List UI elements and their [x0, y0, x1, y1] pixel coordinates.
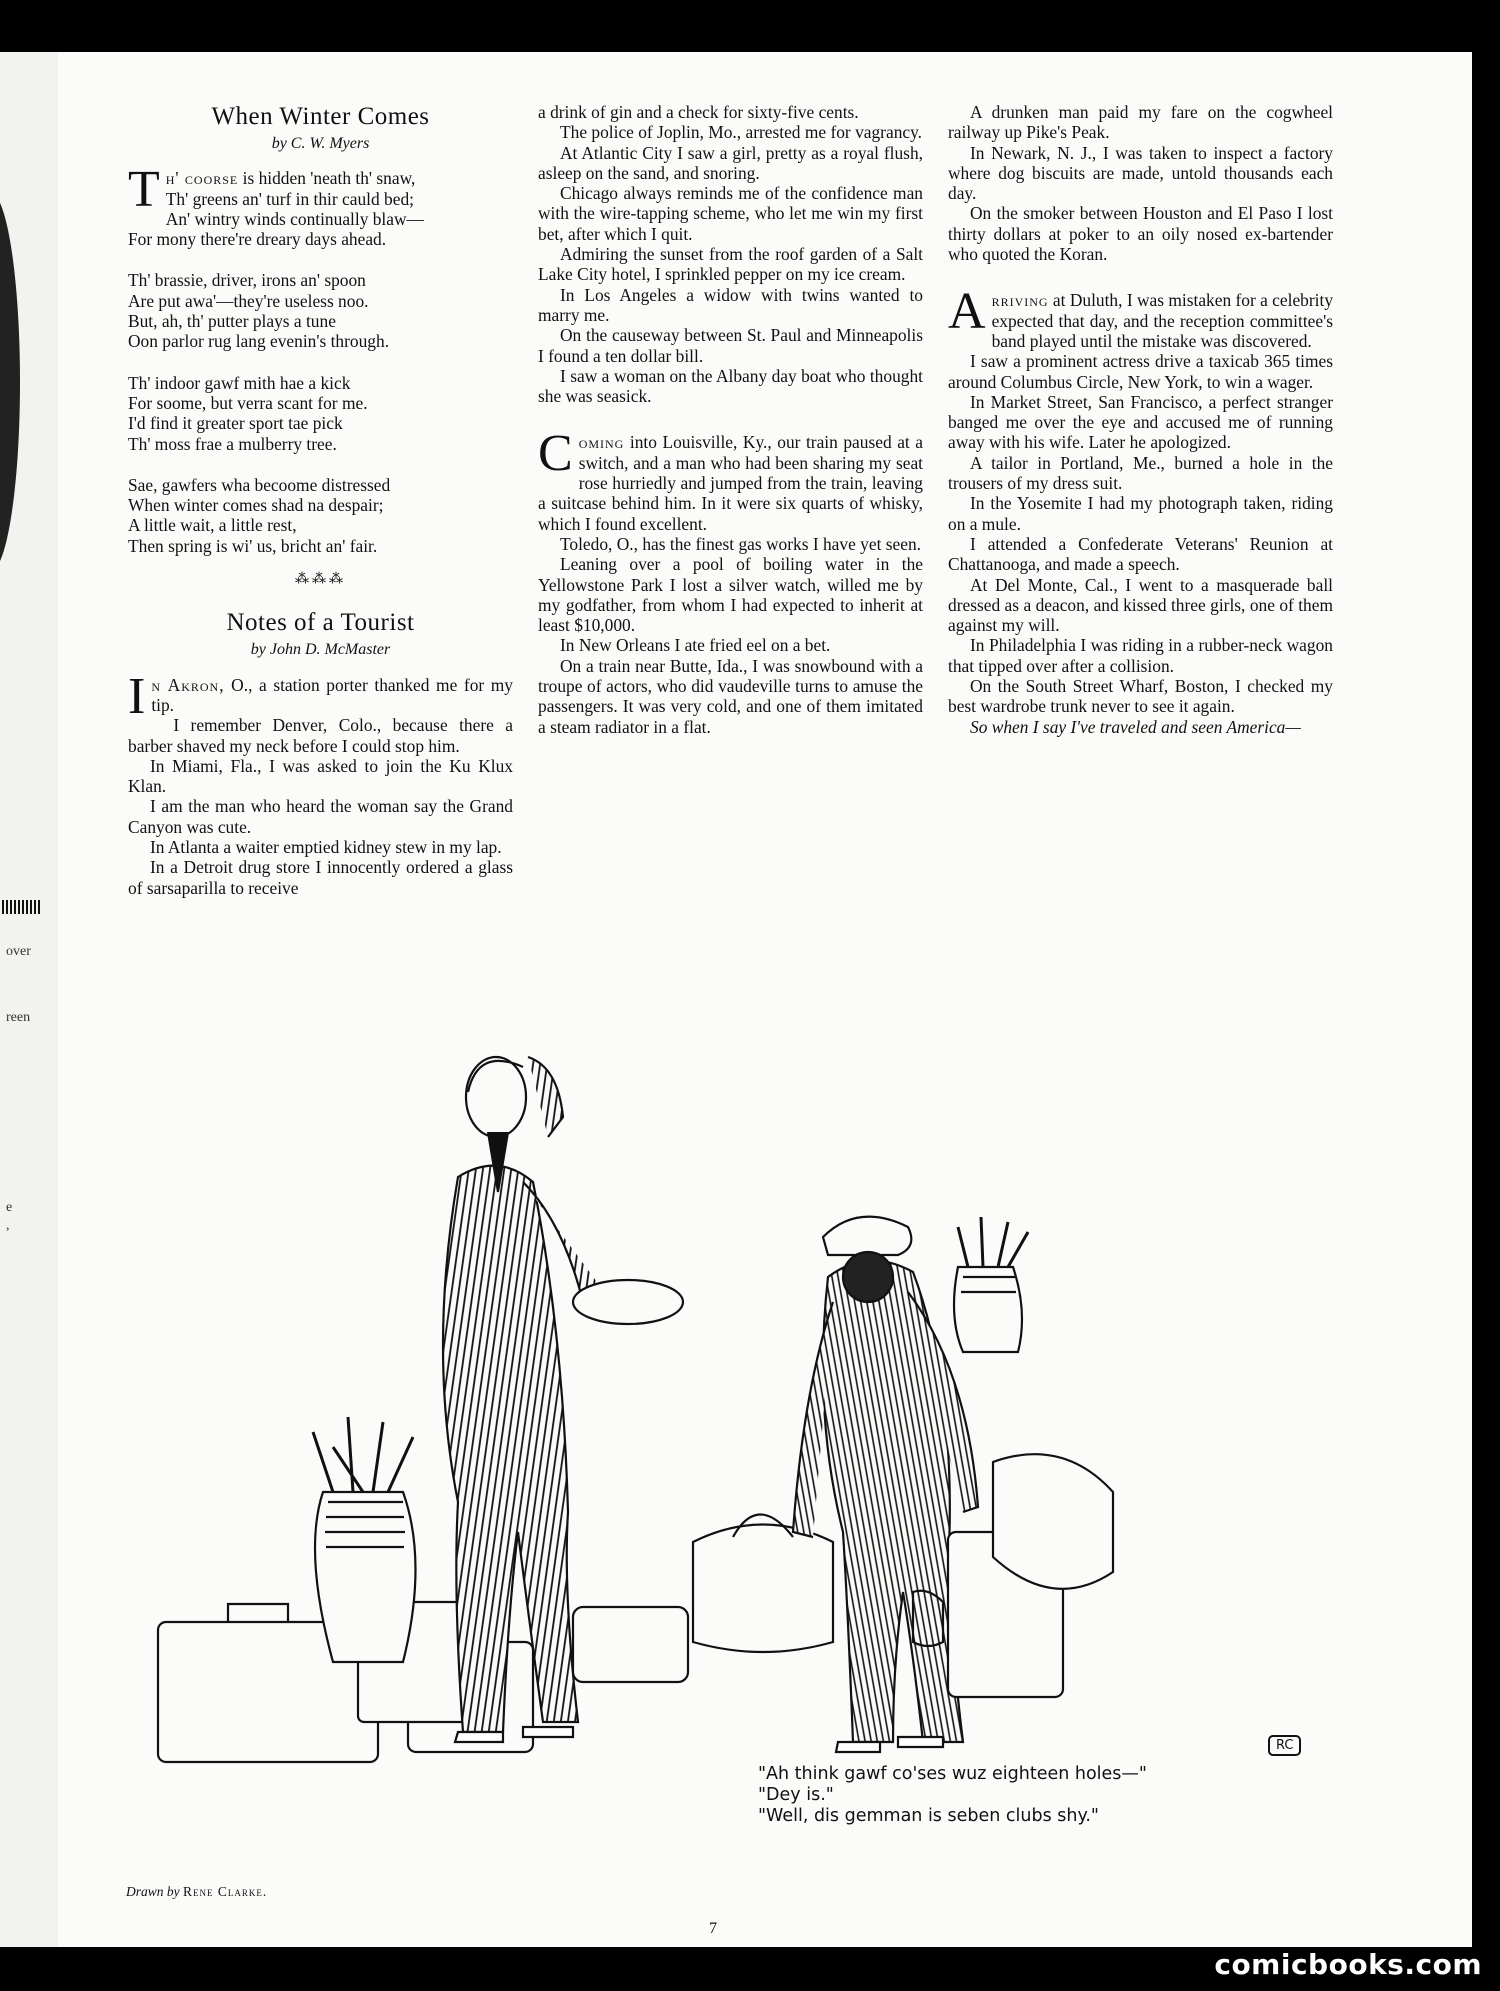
caption-line: "Dey is."	[758, 1785, 834, 1805]
poem-line: Then spring is wi' us, bricht an' fair.	[128, 535, 378, 556]
facing-page-text-fragment: ,	[6, 1218, 10, 1233]
article-lead-text: O., a station porter thanked me for my tip.	[151, 674, 513, 715]
article-paragraph: Leaning over a pool of boiling water in the Yellowstone Park I lost a silver watch, willed me by my godfather, from whom I had expected to inherit at least $10,000.	[538, 554, 923, 636]
facing-page-rule-fragment	[2, 900, 42, 914]
poem-dropcap: T	[128, 161, 160, 219]
article-lead-text: at Duluth, I was mistaken for a celebrity expected that day, and the reception committee's band played until the mistake was discovered.	[991, 290, 1334, 351]
poem-line: A little wait, a little rest,	[128, 515, 297, 536]
article-lead-smallcaps: oming	[578, 432, 625, 453]
site-watermark: comicbooks.com	[1214, 1948, 1482, 1981]
article-paragraph: The police of Joplin, Mo., arrested me for vagrancy.	[560, 122, 923, 143]
right-golf-bag	[954, 1217, 1028, 1352]
article-lead-smallcaps: n Akron,	[151, 674, 225, 695]
article-paragraph	[948, 283, 1334, 351]
illustration-credit	[126, 1884, 267, 1900]
poem-stanza	[128, 475, 513, 556]
article-lead-text: into Louisville, Ky., our train paused at a switch, and a man who had been sharing my seat rose hurriedly and jumped from the train, leaving a suitcase behind him. In it were six quarts of whisky, which I found excellent.	[538, 432, 923, 534]
magazine-page	[58, 52, 1472, 1947]
article-paragraph: In Newark, N. J., I was taken to inspect a factory where dog biscuits are made, untold thousands each day.	[948, 142, 1333, 204]
column-3	[948, 102, 1333, 737]
poem-stanza	[128, 373, 513, 454]
poem-line: Oon parlor rug lang evenin's through.	[128, 331, 390, 352]
column-2	[538, 102, 923, 737]
article-closing: So when I say I've traveled and seen America—	[970, 716, 1301, 737]
article-paragraph: In Miami, Fla., I was asked to join the Ku Klux Klan.	[128, 755, 513, 797]
article-paragraph: In a Detroit drug store I innocently ordered a glass of sarsaparilla to receive	[128, 857, 513, 898]
poem-line: Are put awa'—they're useless noo.	[128, 290, 369, 311]
article-paragraph: In Atlanta a waiter emptied kidney stew in my lap.	[150, 837, 502, 858]
article-paragraph: On the smoker between Houston and El Paso I lost thirty dollars at poker to an oily nosed ex-bartender who quoted the Koran.	[948, 203, 1333, 265]
poem-title: When Winter Comes	[211, 103, 430, 130]
article-paragraph: A drunken man paid my fare on the cogwheel railway up Pike's Peak.	[948, 102, 1333, 143]
article-title: Notes of a Tourist	[226, 609, 415, 637]
poem-line: Sae, gawfers wha becoome distressed	[128, 474, 391, 495]
article-paragraph: In Market Street, San Francisco, a perfect stranger banged me over the eye and accused me of running away with his wife. Later he apologized.	[948, 391, 1333, 453]
poem-byline: by C. W. Myers	[271, 135, 370, 152]
poem-line: I'd find it greater sport tae pick	[128, 413, 343, 434]
poem-line: Th' brassie, driver, irons an' spoon	[128, 270, 366, 291]
article-paragraph: In Los Angeles a widow with twins wanted to marry me.	[538, 284, 923, 325]
article-paragraph: I am the man who heard the woman say the Grand Canyon was cute.	[128, 796, 513, 837]
poem-first-smallcaps: h' coorse	[165, 168, 239, 189]
article-paragraph: Toledo, O., has the finest gas works I have yet seen.	[560, 533, 921, 554]
article-paragraph: In New Orleans I ate fried eel on a bet.	[560, 635, 831, 656]
article-paragraph: I attended a Confederate Veterans' Reunion at Chattanooga, and made a speech.	[948, 533, 1333, 575]
facing-page-text-fragment: over	[6, 944, 31, 959]
article-dropcap: A	[948, 283, 986, 341]
article-paragraph	[128, 667, 513, 725]
poem-line: For soome, but verra scant for me.	[128, 392, 368, 413]
page-number: 7	[709, 1920, 717, 1937]
article-paragraph: At Del Monte, Cal., I went to a masquerade ball dressed as a deacon, and kissed three girls, one of them against my will.	[948, 574, 1333, 636]
article-paragraph: I remember Denver, Colo., because there a barber shaved my neck before I could stop him.	[128, 715, 513, 756]
facing-page-image-fragment	[0, 192, 20, 572]
right-bag	[993, 1454, 1113, 1589]
caption-line: "Well, dis gemman is seben clubs shy."	[758, 1806, 1099, 1826]
hat-in-hand	[573, 1280, 683, 1324]
column-1	[128, 102, 513, 898]
left-golf-bag	[313, 1417, 416, 1662]
article-paragraph: I saw a prominent actress drive a taxicab 365 times around Columbus Circle, New York, to win a wager.	[948, 351, 1333, 392]
article-byline: by John D. McMaster	[250, 641, 391, 659]
back-bag	[573, 1607, 688, 1682]
artist-signature: RC	[1268, 1735, 1301, 1756]
poem-line: Th' greens an' turf in thir cauld bed;	[165, 188, 414, 209]
poem	[128, 161, 513, 556]
article-paragraph	[538, 425, 923, 534]
credit-name: Rene Clarke.	[183, 1884, 268, 1899]
article-paragraph: On a train near Butte, Ida., I was snowbound with a troupe of actors, who did vaudeville turns to amuse the passengers. It was very cold, and one of them imitated a steam radiator in a flat.	[538, 655, 923, 737]
caption-line: "Ah think gawf co'ses wuz eighteen holes—"	[758, 1764, 1147, 1784]
credit-prefix: Drawn by	[126, 1884, 180, 1899]
poem-line: When winter comes shad na despair;	[128, 495, 384, 516]
poem-stanza	[128, 161, 513, 250]
article-paragraph: On the South Street Wharf, Boston, I checked my best wardrobe trunk never to see it again.	[948, 676, 1333, 717]
poem-stanza	[128, 270, 513, 351]
poem-line: But, ah, th' putter plays a tune	[128, 311, 336, 332]
article-paragraph: I saw a woman on the Albany day boat who thought she was seasick.	[538, 365, 923, 407]
article-paragraph: At Atlantic City I saw a girl, pretty as a royal flush, asleep on the sand, and snoring.	[538, 142, 923, 183]
article-dropcap: C	[538, 425, 573, 483]
article-paragraph: On the causeway between St. Paul and Minneapolis I found a ten dollar bill.	[538, 325, 923, 366]
golf-porter-illustration	[128, 1022, 1388, 1802]
facing-page-text-fragment: reen	[6, 1010, 31, 1025]
article-dropcap: I	[128, 667, 146, 725]
poem-line: An' wintry winds continually blaw—	[165, 208, 424, 229]
poem-line: Th' indoor gawf mith hae a kick	[128, 372, 351, 393]
section-ornament: ⁂⁂⁂	[295, 572, 346, 588]
article-lead-smallcaps: rriving	[991, 290, 1049, 311]
article-paragraph: Admiring the sunset from the roof garden of a Salt Lake City hotel, I sprinkled pepper on my ice cream.	[538, 244, 923, 285]
article-paragraph: In the Yosemite I had my photograph taken, riding on a mule.	[948, 493, 1333, 534]
illustration-caption	[758, 1764, 1147, 1827]
facing-page-text-fragment: e	[6, 1200, 13, 1215]
poem-line: Th' moss frae a mulberry tree.	[128, 433, 337, 454]
article-paragraph: In Philadelphia I was riding in a rubber-neck wagon that tipped over after a collision.	[948, 635, 1333, 676]
poem-line: is hidden 'neath th' snaw,	[242, 168, 416, 189]
article-paragraph: a drink of gin and a check for sixty-five cents.	[538, 102, 859, 122]
rolled-strap	[913, 1591, 943, 1646]
facing-page-edge	[0, 52, 58, 1947]
poem-line: For mony there're dreary days ahead.	[128, 229, 387, 250]
article-paragraph: Chicago always reminds me of the confidence man with the wire-tapping scheme, who let me win my first bet, after which I quit.	[538, 183, 923, 244]
article-paragraph: A tailor in Portland, Me., burned a hole in the trousers of my dress suit.	[948, 452, 1333, 494]
